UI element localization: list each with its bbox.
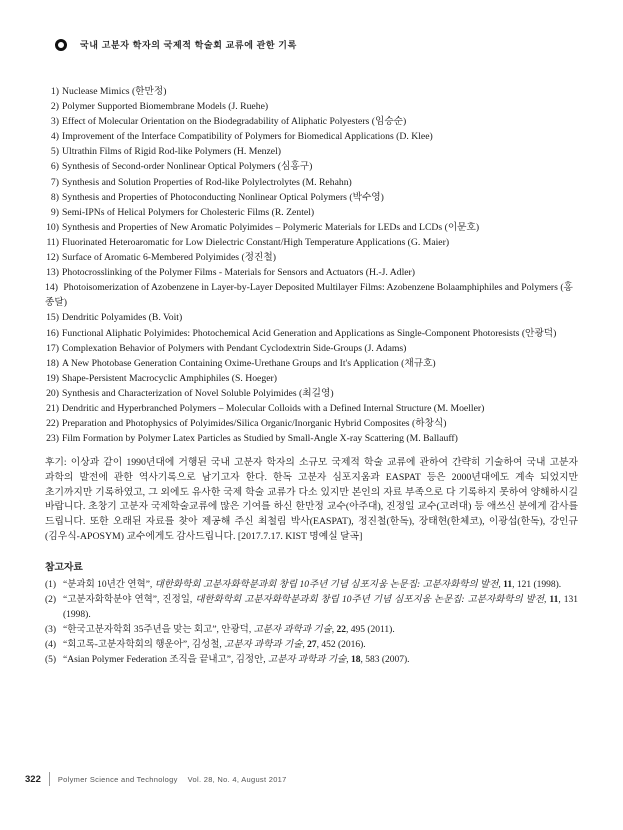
reference-text-part: , — [331, 625, 337, 635]
list-item-text: Effect of Molecular Orientation on the Biodegradability of Aliphatic Polyesters (임승순) — [62, 116, 407, 128]
list-item — [45, 341, 578, 356]
ring-bullet-icon — [55, 39, 67, 51]
reference-text-part: 고분자 과학과 기술 — [268, 655, 347, 665]
reference-item — [45, 653, 578, 668]
reference-text-part: 18 — [350, 655, 361, 665]
list-item-text: Polymer Supported Biomembrane Models (J. Ruehe) — [62, 101, 269, 113]
reference-text-part: , 495 (2011). — [346, 625, 395, 635]
reference-text-part: 고분자 과학과 기술 — [253, 625, 332, 635]
list-item-text: Fluorinated Heteroaromatic for Low Dielectric Constant/High Temperature Applications (G. Maier) — [62, 236, 450, 248]
running-head — [55, 38, 297, 51]
running-head-title: 국내 고분자 학자의 국제적 학술회 교류에 관한 기록 — [80, 40, 297, 50]
reference-text-part: “회고록-고분자학회의 행운아”, 김성철, — [63, 640, 225, 650]
list-item-text: Synthesis and Properties of New Aromatic Polyimides – Polymeric Materials for LEDs and LCDs (이문호) — [62, 221, 480, 233]
list-item-text: Dendritic Polyamides (B. Voit) — [62, 312, 183, 324]
reference-text — [63, 593, 578, 623]
list-item-number: 23) — [46, 433, 59, 445]
list-item-text: Preparation and Photophysics of Polyimides/Silica Organic/Inorganic Hybrid Composites (하창식) — [62, 418, 447, 430]
list-item — [45, 175, 578, 190]
list-item — [45, 159, 578, 174]
list-item — [45, 265, 578, 280]
postscript-paragraph: 후기: 이상과 같이 1990년대에 거행된 국내 고분자 학자의 소규모 국제적 학술 교류에 관하여 간략히 기술하여 국내 고분자 과학의 발전에 관한 역사기록으로 남기고자 한다. 한독 고분자 심포지움과 EASPAT 등은 2000년대에도 계속 되었지만 초기까지만 기록하였고, 그 외에도 유사한 국제 학술 교류가 다소 있지만 본인의 자료 부족으로 다 기록하지 못하여 양해하시길 바랍니다. 초창기 고분자 국제학술교류에 많은 기여를 하신 한만정 교수(아주대), 진정일 교수(고려대) 등 애쓰신 분에게 감사를 드립니다. 또한 오래된 자료를 찾아 제공해 주신 최철림 박사(EASPAT), 정진철(한독), 장태현(한체코), 이광섭(한독), 강인규(김우식-APOSYM) 교수에게도 감사드립니다. [2017.7.17. KIST 명예실 달곡] — [45, 457, 578, 542]
reference-text-part: , — [498, 580, 504, 590]
list-item-text: Shape-Persistent Macrocyclic Amphiphiles (S. Hoeger) — [62, 372, 277, 384]
list-item-text: Semi-IPNs of Helical Polymers for Cholesteric Films (R. Zentel) — [62, 206, 315, 218]
list-item — [45, 356, 578, 371]
list-item-text: Film Formation by Polymer Latex Particles as Studied by Small-Angle X-ray Scattering (M. Ballauff) — [62, 433, 458, 445]
list-item — [45, 250, 578, 265]
references-section — [45, 560, 578, 668]
list-item-text: Synthesis and Solution Properties of Rod-like Polylectrolytes (M. Rehahn) — [62, 176, 352, 188]
reference-text-part: “Asian Polymer Federation 조직을 끝내고”, 김정안, — [63, 655, 269, 665]
list-item-number: 21) — [46, 402, 59, 414]
list-item-number: 10) — [46, 221, 59, 233]
list-item-number: 16) — [46, 327, 59, 339]
list-item-text: Ultrathin Films of Rigid Rod-like Polymers (H. Menzel) — [62, 146, 282, 158]
reference-text-part: , — [302, 640, 308, 650]
list-item-number: 8) — [50, 191, 59, 203]
reference-text-part: , 583 (2007). — [360, 655, 410, 665]
reference-number: (2) — [45, 595, 57, 605]
list-item-text: Synthesis and Properties of Photoconducting Nonlinear Optical Polymers (박수영) — [62, 191, 384, 203]
list-item-number: 9) — [50, 206, 59, 218]
list-item-number: 11) — [46, 236, 59, 248]
list-item-number: 7) — [50, 176, 59, 188]
reference-text-part: 대한화학회 고분자화학분과회 창립 10주년 기념 심포지움 논문집: 고분자화학의 발전 — [154, 580, 499, 590]
list-item — [45, 235, 578, 250]
reference-text — [63, 653, 578, 668]
reference-text-part: 27 — [307, 640, 317, 650]
reference-text-part: 고분자 과학과 기술 — [224, 640, 303, 650]
list-item — [45, 280, 578, 310]
reference-text-part: 22 — [336, 625, 346, 635]
reference-text — [63, 623, 578, 638]
list-item — [45, 190, 578, 205]
list-item-number: 22) — [46, 418, 59, 430]
list-item-text: Dendritic and Hyperbranched Polymers – Molecular Colloids with a Defined Internal Structure (M. Moeller) — [62, 402, 485, 414]
reference-text-part: 11 — [549, 595, 559, 605]
journal-name: Polymer Science and Technology — [57, 774, 178, 784]
list-item-number: 12) — [46, 252, 59, 264]
page-number: 322 — [25, 773, 41, 785]
list-item-number: 20) — [46, 387, 59, 399]
list-item-text: Functional Aliphatic Polyimides: Photochemical Acid Generation and Applications as Single-Component Photoresists (안광덕) — [62, 327, 557, 339]
list-item-text: A New Photobase Generation Containing Oxime-Urethane Groups and It's Application (채규호) — [62, 357, 436, 369]
reference-text-part: , 131 (1998). — [63, 595, 579, 620]
reference-item — [45, 593, 578, 623]
list-item-number: 3) — [50, 116, 59, 128]
list-item-number: 5) — [50, 146, 59, 158]
list-item — [45, 371, 578, 386]
reference-text-part: “고분자화학분야 연혁”, 진정일, — [63, 595, 196, 605]
list-item — [45, 129, 578, 144]
list-item-text: Complexation Behavior of Polymers with Pendant Cyclodextrin Side-Groups (J. Adams) — [62, 342, 407, 354]
reference-item — [45, 578, 578, 593]
reference-text-part: “분과회 10년간 연혁”, — [63, 580, 155, 590]
list-item-number: 14) — [45, 282, 58, 294]
reference-text-part: , — [346, 655, 351, 665]
list-item — [45, 416, 578, 431]
list-item-number: 17) — [46, 342, 59, 354]
references-list — [45, 578, 578, 668]
list-item — [45, 84, 578, 99]
list-item-text: Synthesis and Characterization of Novel Soluble Polyimides (최길영) — [62, 387, 334, 399]
reference-number: (1) — [45, 580, 57, 590]
list-item — [45, 114, 578, 129]
list-item — [45, 401, 578, 416]
list-item-number: 1) — [50, 86, 59, 97]
presentation-list — [45, 84, 578, 446]
list-item-number: 18) — [46, 357, 59, 369]
list-item — [45, 144, 578, 159]
list-item — [45, 99, 578, 114]
list-item — [45, 310, 578, 325]
reference-text-part: 대한화학회 고분자화학분과회 창립 10주년 기념 심포지움 논문집: 고분자화학의 발전 — [195, 595, 545, 605]
reference-item — [45, 638, 578, 653]
list-item-text: Surface of Aromatic 6-Membered Polyimides (정진철) — [62, 252, 276, 264]
reference-text-part: 11 — [503, 580, 513, 590]
page-footer — [25, 772, 287, 786]
list-item-number: 15) — [46, 312, 59, 324]
list-item-number: 6) — [50, 161, 59, 173]
reference-text-part: , — [544, 595, 550, 605]
reference-number: (4) — [45, 640, 57, 650]
reference-text — [63, 638, 578, 653]
list-item-text: Synthesis of Second-order Nonlinear Optical Polymers (심홍구) — [62, 161, 313, 173]
list-item — [45, 431, 578, 446]
list-item-text: Photoisomerization of Azobenzene in Layer-by-Layer Deposited Multilayer Films: Azobenzene Bolaamphiphiles and Polymers (홍종달) — [45, 282, 573, 309]
issue-info: Vol. 28, No. 4, August 2017 — [187, 774, 287, 784]
reference-number: (3) — [45, 625, 57, 635]
list-item — [45, 386, 578, 401]
reference-text — [63, 578, 578, 593]
list-item-text: Nuclease Mimics (한만정) — [62, 86, 167, 97]
list-item-number: 4) — [50, 131, 59, 143]
reference-text-part: “한국고분자학회 35주년을 맞는 회고”, 안광덕, — [63, 625, 254, 635]
list-item — [45, 220, 578, 235]
list-item — [45, 205, 578, 220]
list-item-number: 19) — [46, 372, 59, 384]
list-item-text: Photocrosslinking of the Polymer Films - Materials for Sensors and Actuators (H.-J. Adler) — [62, 267, 416, 279]
list-item-text: Improvement of the Interface Compatibility of Polymers for Biomedical Applications (D. Klee) — [62, 131, 433, 143]
reference-text-part: , 121 (1998). — [512, 580, 562, 590]
list-item-number: 2) — [50, 101, 59, 113]
reference-number: (5) — [45, 655, 57, 665]
list-item-number: 13) — [46, 267, 59, 279]
reference-text-part: , 452 (2016). — [316, 640, 366, 650]
footer-divider — [49, 772, 50, 786]
reference-item — [45, 623, 578, 638]
list-item — [45, 326, 578, 341]
references-heading: 참고자료 — [45, 562, 83, 573]
